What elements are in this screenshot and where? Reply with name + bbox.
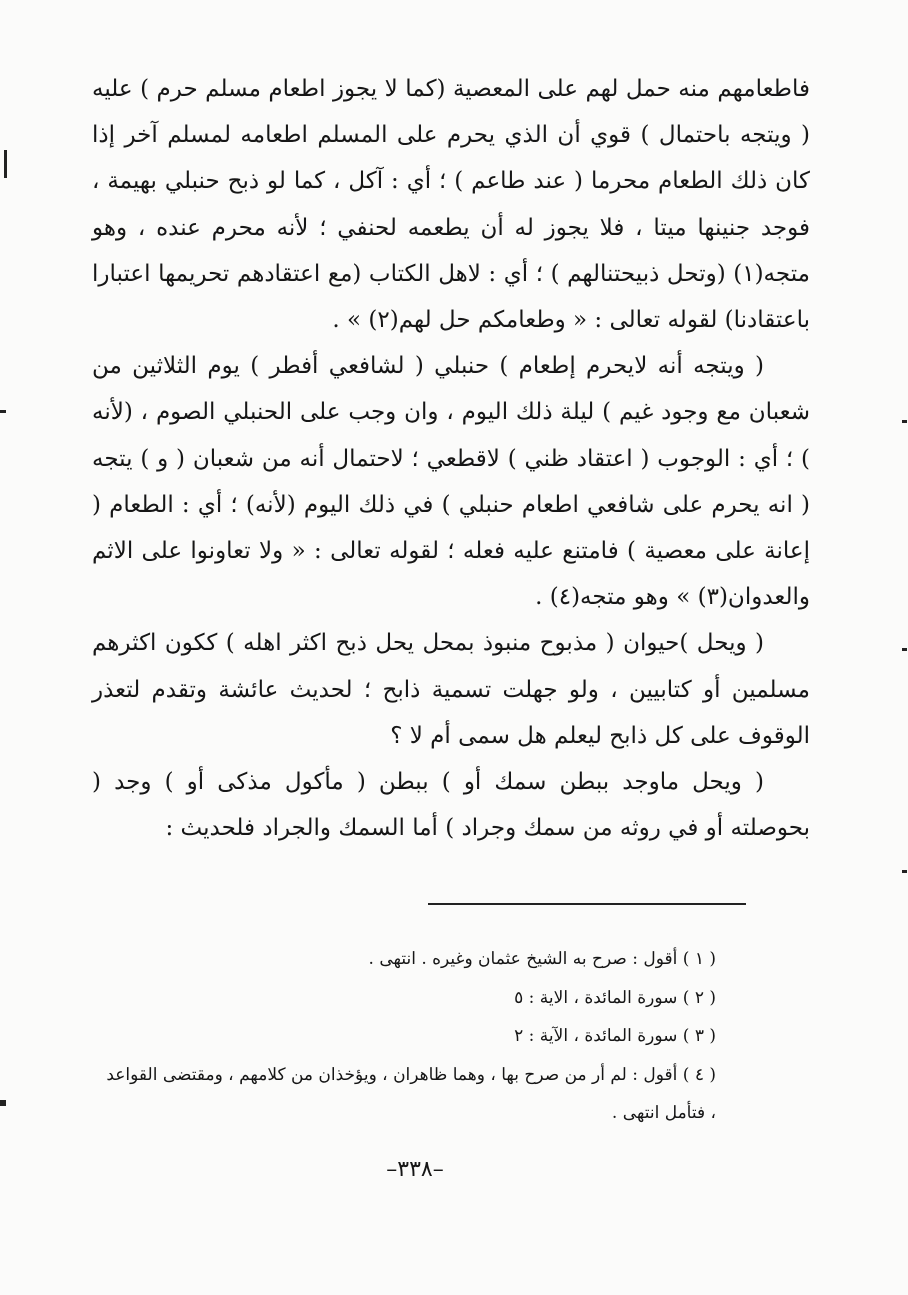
paragraph-3: ( ويحل )حيوان ( مذبوح منبوذ بمحل يحل ذبح اكثر اهله ) ككون اكثرهم مسلمين أو كتابيين ، ولو جهلت تسمية ذابح ؛ لحديث عائشة وتقدم لتعذر الوقوف على كل ذابح ليعلم هل سمى أم لا ؟ (92, 630, 810, 749)
footnote-4: ( ٤ ) أقول : لم أر من صرح بها ، وهما ظاهران ، ويؤخذان من كلامهم ، ومقتضى القواعد ، فتأمل انتهى . (106, 1064, 716, 1123)
paragraph-1: فاطعامهم منه حمل لهم على المعصية (كما لا يجوز اطعام مسلم حرم ) عليه ( ويتجه باحتمال ) قوي أن الذي يحرم على المسلم اطعامه لمسلم آخر إذا كان ذلك الطعام محرما ( عند طاعم ) ؛ أي : آكل ، كما لو ذبح حنبلي بهيمة ، فوجد جنينها ميتا ، فلا يجوز له أن يطعمه لحنفي ؛ لأنه محرم عنده ، وهو متجه(١) (وتحل ذبيحتنالهم ) ؛ أي : لاهل الكتاب (مع اعتقادهم تحريمها اعتبارا باعتقادنا) لقوله تعالى : « وطعامكم حل لهم(٢) » . (92, 76, 810, 334)
scan-edge-mark (902, 870, 907, 873)
footnotes (96, 940, 716, 1133)
footnote-2: ( ٢ ) سورة المائدة ، الاية : ٥ (514, 987, 716, 1008)
scan-edge-mark (0, 410, 6, 413)
scan-edge-mark (4, 150, 7, 178)
main-text (92, 66, 810, 851)
scan-edge-mark (902, 648, 907, 651)
footnote-1: ( ١ ) أقول : صرح به الشيخ عثمان وغيره . انتهى . (368, 949, 716, 969)
page-number: –٣٣٨– (386, 1157, 444, 1182)
paragraph-4: ( ويحل ماوجد ببطن سمك أو ) ببطن ( مأكول مذكى أو ) وجد ( بحوصلته أو في روثه من سمك وجراد ) أما السمك والجراد فلحديث : (92, 769, 810, 842)
scan-edge-mark (902, 420, 907, 423)
footnote-separator (428, 903, 746, 905)
paragraph-2: ( ويتجه أنه لايحرم إطعام ) حنبلي ( لشافعي أفطر ) يوم الثلاثين من شعبان مع وجود غيم ) ليلة ذلك اليوم ، وان وجب على الحنبلي الصوم ، (لأنه ) ؛ أي : الوجوب ( اعتقاد ظني ) لاقطعي ؛ لاحتمال أنه من شعبان ( و ) يتجه ( انه يحرم على شافعي اطعام حنبلي ) في ذلك اليوم (لأنه) ؛ أي : الطعام ( إعانة على معصية ) فامتنع عليه فعله ؛ لقوله تعالى : « ولا تعاونوا على الاثم والعدوان(٣) » وهو متجه(٤) . (92, 353, 810, 611)
footnote-3: ( ٣ ) سورة المائدة ، الآية : ٢ (514, 1026, 716, 1046)
scan-edge-mark (0, 1100, 6, 1106)
